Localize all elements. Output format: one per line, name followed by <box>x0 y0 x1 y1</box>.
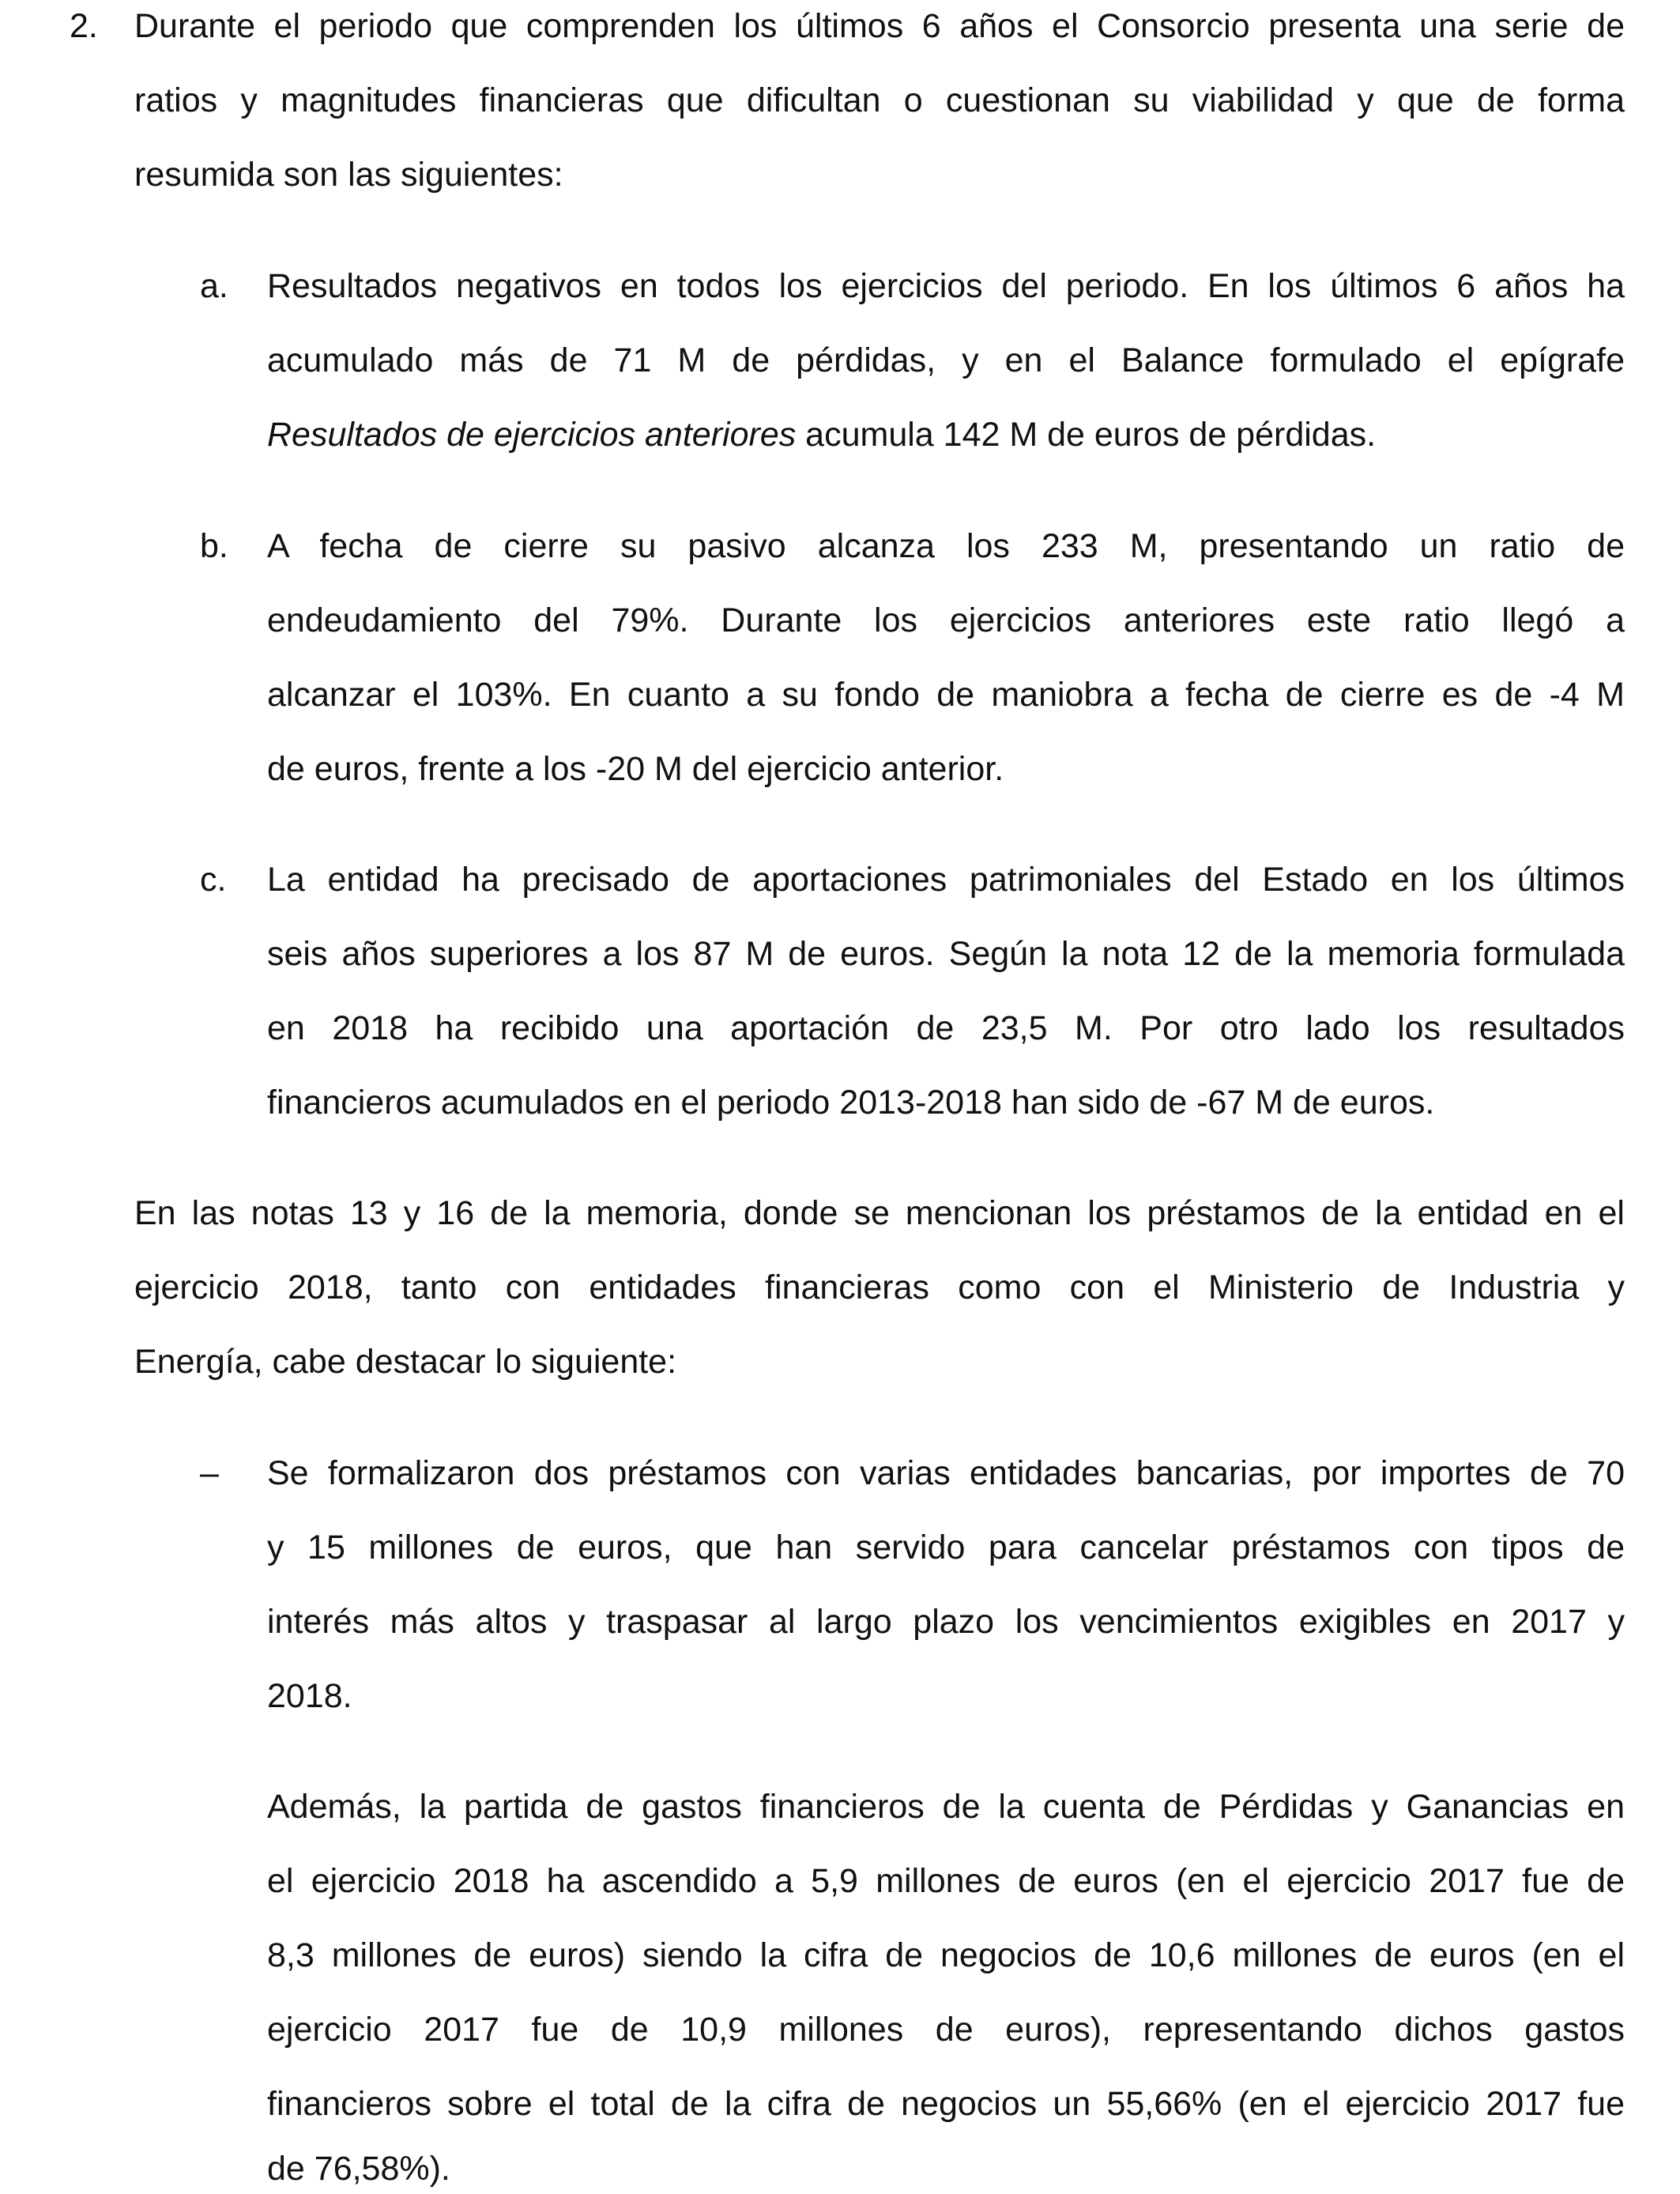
dash-line-4: 2018. <box>267 1677 352 1715</box>
additional-line-6: de 76,58%). <box>267 2150 450 2188</box>
sub-b-line-3: alcanzar el 103%. En cuanto a su fondo de maniobra a fecha de cierre es de -4 M <box>267 676 1625 714</box>
notes-line-3: Energía, cabe destacar lo siguiente: <box>134 1343 677 1381</box>
sub-b-line-4: de euros, frente a los -20 M del ejercicio anterior. <box>267 750 1004 788</box>
dash-line-2: y 15 millones de euros, que han servido para cancelar préstamos con tipos de <box>267 1529 1625 1566</box>
dash-bullet: – <box>200 1454 219 1492</box>
additional-line-1: Además, la partida de gastos financieros de la cuenta de Pérdidas y Ganancias en <box>267 1788 1625 1826</box>
sub-c-line-3: en 2018 ha recibido una aportación de 23,5 M. Por otro lado los resultados <box>267 1009 1625 1047</box>
dash-line-3: interés más altos y traspasar al largo plazo los vencimientos exigibles en 2017 y <box>267 1603 1625 1641</box>
sub-c-line-2: seis años superiores a los 87 M de euros. Según la nota 12 de la memoria formulada <box>267 935 1625 973</box>
notes-line-1: En las notas 13 y 16 de la memoria, donde se mencionan los préstamos de la entidad en el <box>134 1194 1625 1232</box>
sub-c-line-1: La entidad ha precisado de aportaciones patrimoniales del Estado en los últimos <box>267 861 1625 899</box>
sub-a-italic-term: Resultados de ejercicios anteriores <box>267 416 797 454</box>
sub-b-line-1: A fecha de cierre su pasivo alcanza los 233 M, presentando un ratio de <box>267 527 1625 565</box>
sub-a-line-3 <box>267 413 1376 457</box>
notes-line-2: ejercicio 2018, tanto con entidades financieras como con el Ministerio de Industria y <box>134 1269 1625 1306</box>
dash-line-1: Se formalizaron dos préstamos con varias entidades bancarias, por importes de 70 <box>267 1454 1625 1492</box>
sub-b-marker: b. <box>200 527 228 565</box>
item2-line-3: resumida son las siguientes: <box>134 156 563 194</box>
item-number: 2. <box>70 7 98 45</box>
sub-a-line-3-rest: acumula 142 M de euros de pérdidas. <box>796 416 1377 454</box>
sub-a-marker: a. <box>200 267 228 305</box>
sub-a-line-1: Resultados negativos en todos los ejercicios del periodo. En los últimos 6 años ha <box>267 267 1625 305</box>
additional-line-2: el ejercicio 2018 ha ascendido a 5,9 millones de euros (en el ejercicio 2017 fue de <box>267 1862 1625 1900</box>
additional-line-4: ejercicio 2017 fue de 10,9 millones de euros), representando dichos gastos <box>267 2011 1625 2049</box>
item2-line-2: ratios y magnitudes financieras que dificultan o cuestionan su viabilidad y que de forma <box>134 81 1625 119</box>
sub-b-line-2: endeudamiento del 79%. Durante los ejercicios anteriores este ratio llegó a <box>267 601 1625 639</box>
sub-c-marker: c. <box>200 861 227 899</box>
sub-c-line-4: financieros acumulados en el periodo 2013-2018 han sido de -67 M de euros. <box>267 1084 1435 1122</box>
additional-line-5: financieros sobre el total de la cifra de negocios un 55,66% (en el ejercicio 2017 fue <box>267 2085 1625 2123</box>
sub-a-line-2: acumulado más de 71 M de pérdidas, y en el Balance formulado el epígrafe <box>267 341 1625 379</box>
item2-line-1: Durante el periodo que comprenden los últimos 6 años el Consorcio presenta una serie de <box>134 7 1625 45</box>
additional-line-3: 8,3 millones de euros) siendo la cifra de negocios de 10,6 millones de euros (en el <box>267 1936 1625 1974</box>
